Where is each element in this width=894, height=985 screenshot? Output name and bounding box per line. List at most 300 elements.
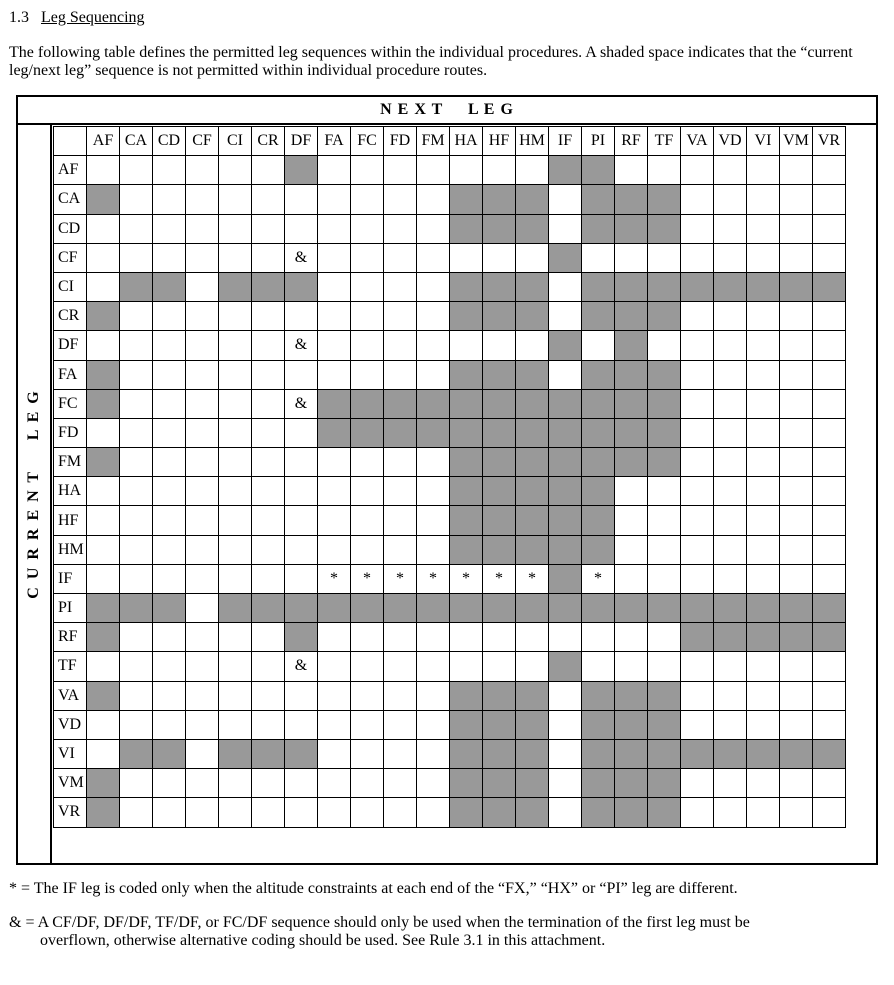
grid-cell [813, 156, 846, 185]
grid-cell [186, 214, 219, 243]
grid-cell [285, 214, 318, 243]
row-header-tf: TF [54, 652, 87, 681]
grid-cell [582, 243, 615, 272]
grid-cell [186, 623, 219, 652]
shaded-cell [549, 652, 582, 681]
grid-cell [87, 418, 120, 447]
shaded-cell [582, 389, 615, 418]
grid-cell [417, 448, 450, 477]
table-row [54, 535, 846, 564]
grid-cell [153, 302, 186, 331]
shaded-cell [714, 272, 747, 301]
shaded-cell [483, 710, 516, 739]
shaded-cell [582, 769, 615, 798]
grid-cell [219, 477, 252, 506]
shaded-cell [747, 623, 780, 652]
grid-cell [285, 185, 318, 214]
shaded-cell [450, 214, 483, 243]
grid-cell [318, 477, 351, 506]
grid-cell [87, 243, 120, 272]
shaded-cell [582, 360, 615, 389]
shaded-cell [219, 272, 252, 301]
shaded-cell [648, 389, 681, 418]
shaded-cell [648, 418, 681, 447]
column-header-vd: VD [714, 127, 747, 156]
grid-cell [681, 681, 714, 710]
table-row [54, 681, 846, 710]
shaded-cell [351, 418, 384, 447]
grid-cell [384, 477, 417, 506]
grid-cell [582, 623, 615, 652]
shaded-cell [285, 739, 318, 768]
grid-cell [87, 710, 120, 739]
shaded-cell [648, 739, 681, 768]
mark-cell: * [516, 564, 549, 593]
grid-cell [747, 331, 780, 360]
grid-cell [351, 331, 384, 360]
grid-cell [285, 360, 318, 389]
shaded-cell [780, 272, 813, 301]
grid-cell [813, 506, 846, 535]
shaded-cell [153, 272, 186, 301]
mark-cell: & [285, 243, 318, 272]
shaded-cell [516, 185, 549, 214]
shaded-cell [483, 302, 516, 331]
column-header-fd: FD [384, 127, 417, 156]
note-ampersand [9, 914, 841, 950]
grid-cell [351, 272, 384, 301]
grid-cell [714, 652, 747, 681]
column-header-af: AF [87, 127, 120, 156]
grid-cell [318, 272, 351, 301]
shaded-cell [615, 798, 648, 827]
grid-cell [714, 769, 747, 798]
shaded-cell [450, 535, 483, 564]
row-header-va: VA [54, 681, 87, 710]
section-title: Leg Sequencing [41, 9, 145, 26]
row-header-fc: FC [54, 389, 87, 418]
grid-cell [615, 564, 648, 593]
grid-cell [648, 331, 681, 360]
grid-cell [186, 448, 219, 477]
shaded-cell [318, 418, 351, 447]
shaded-cell [483, 681, 516, 710]
grid-cell [681, 564, 714, 593]
grid-cell [747, 769, 780, 798]
table-row [54, 272, 846, 301]
grid-cell [186, 710, 219, 739]
grid-cell [219, 564, 252, 593]
grid-cell [714, 564, 747, 593]
grid-cell [483, 623, 516, 652]
grid-cell [813, 448, 846, 477]
grid-cell [681, 418, 714, 447]
grid-cell [549, 681, 582, 710]
shaded-cell [285, 156, 318, 185]
shaded-cell [582, 477, 615, 506]
grid-cell [549, 769, 582, 798]
grid-cell [120, 156, 153, 185]
row-header-cr: CR [54, 302, 87, 331]
grid-cell [252, 798, 285, 827]
table-row [54, 798, 846, 827]
grid-cell [714, 681, 747, 710]
grid-cell [615, 477, 648, 506]
grid-cell [384, 360, 417, 389]
note-star: * = The IF leg is coded only when the altitude constraints at each end of the “FX,” “HX” or “PI” leg are different. [9, 880, 738, 897]
shaded-cell [780, 594, 813, 623]
column-header-cd: CD [153, 127, 186, 156]
grid-cell [384, 739, 417, 768]
grid-cell [747, 710, 780, 739]
grid-cell [681, 477, 714, 506]
grid-cell [681, 769, 714, 798]
grid-cell [813, 243, 846, 272]
shaded-cell [87, 594, 120, 623]
grid-cell [615, 535, 648, 564]
note-ampersand-line2: overflown, otherwise alternative coding should be used. See Rule 3.1 in this attachment. [40, 932, 606, 949]
grid-cell [813, 681, 846, 710]
shaded-cell [648, 360, 681, 389]
grid-cell [153, 623, 186, 652]
shaded-cell [483, 360, 516, 389]
grid-cell [252, 506, 285, 535]
grid-cell [252, 710, 285, 739]
grid-cell [219, 448, 252, 477]
table-row [54, 623, 846, 652]
shaded-cell [582, 272, 615, 301]
grid-cell [813, 710, 846, 739]
shaded-cell [813, 623, 846, 652]
shaded-cell [516, 594, 549, 623]
grid-cell [252, 156, 285, 185]
shaded-cell [450, 769, 483, 798]
grid-cell [120, 302, 153, 331]
grid-cell [813, 360, 846, 389]
grid-cell [252, 214, 285, 243]
grid-cell [780, 156, 813, 185]
row-header-cd: CD [54, 214, 87, 243]
table-row [54, 418, 846, 447]
grid-cell [417, 506, 450, 535]
grid-cell [285, 448, 318, 477]
grid-cell [813, 477, 846, 506]
grid-cell [780, 769, 813, 798]
shaded-cell [450, 710, 483, 739]
grid-cell [813, 185, 846, 214]
grid-cell [648, 506, 681, 535]
intro-paragraph: The following table defines the permitted leg sequences within the individual procedures. A shaded space indicates that the “current leg/next leg” sequence is not permitted within individual procedure routes. [9, 44, 853, 79]
shaded-cell [516, 769, 549, 798]
shaded-cell [780, 739, 813, 768]
grid-cell [120, 360, 153, 389]
grid-cell [153, 681, 186, 710]
grid-cell [318, 681, 351, 710]
grid-cell [780, 535, 813, 564]
grid-cell [681, 798, 714, 827]
table-row [54, 769, 846, 798]
shaded-cell [483, 506, 516, 535]
shaded-cell [483, 185, 516, 214]
row-header-hm: HM [54, 535, 87, 564]
grid-cell [648, 564, 681, 593]
shaded-cell [252, 739, 285, 768]
grid-cell [153, 214, 186, 243]
grid-cell [813, 564, 846, 593]
grid-cell [120, 564, 153, 593]
grid-cell [813, 535, 846, 564]
column-header-cr: CR [252, 127, 285, 156]
grid-cell [351, 710, 384, 739]
shaded-cell [483, 389, 516, 418]
grid-cell [351, 798, 384, 827]
grid-cell [351, 185, 384, 214]
grid-cell [714, 331, 747, 360]
grid-cell [747, 798, 780, 827]
grid-cell [318, 448, 351, 477]
grid-cell [714, 302, 747, 331]
grid-cell [813, 389, 846, 418]
shaded-cell [384, 418, 417, 447]
shaded-cell [648, 769, 681, 798]
shaded-cell [483, 594, 516, 623]
grid-cell [417, 214, 450, 243]
grid-cell [285, 710, 318, 739]
grid-cell [87, 477, 120, 506]
grid-cell [120, 243, 153, 272]
shaded-cell [582, 710, 615, 739]
table-row [54, 214, 846, 243]
grid-cell [351, 156, 384, 185]
table-row [54, 389, 846, 418]
shaded-cell [648, 302, 681, 331]
table-row [54, 448, 846, 477]
shaded-cell [516, 360, 549, 389]
grid-cell [417, 477, 450, 506]
grid-cell [780, 360, 813, 389]
grid-cell [285, 769, 318, 798]
shaded-cell [87, 360, 120, 389]
grid-cell [813, 418, 846, 447]
grid-cell [252, 302, 285, 331]
shaded-cell [549, 535, 582, 564]
mark-cell: & [285, 652, 318, 681]
shaded-cell [516, 535, 549, 564]
grid-cell [483, 156, 516, 185]
grid-cell [186, 798, 219, 827]
grid-cell [450, 623, 483, 652]
column-header-ci: CI [219, 127, 252, 156]
grid-cell [120, 331, 153, 360]
column-header-fm: FM [417, 127, 450, 156]
grid-cell [252, 623, 285, 652]
shaded-cell [450, 506, 483, 535]
grid-cell [615, 623, 648, 652]
grid-cell [549, 185, 582, 214]
shaded-cell [450, 477, 483, 506]
grid-cell [153, 156, 186, 185]
grid-cell [483, 652, 516, 681]
shaded-cell [549, 506, 582, 535]
grid-cell [153, 331, 186, 360]
grid-cell [714, 156, 747, 185]
grid-cell [681, 448, 714, 477]
table-row [54, 739, 846, 768]
grid-cell [384, 302, 417, 331]
grid-cell [417, 272, 450, 301]
grid-cell [153, 448, 186, 477]
grid-cell [516, 331, 549, 360]
grid-cell [153, 185, 186, 214]
grid-cell [384, 769, 417, 798]
section-heading [9, 9, 145, 27]
grid-cell [318, 739, 351, 768]
shaded-cell [450, 185, 483, 214]
grid-cell [120, 214, 153, 243]
shaded-cell [516, 214, 549, 243]
grid-cell [780, 448, 813, 477]
grid-cell [747, 360, 780, 389]
grid-cell [219, 418, 252, 447]
shaded-cell [450, 389, 483, 418]
grid-cell [450, 331, 483, 360]
mark-cell: * [384, 564, 417, 593]
shaded-cell [549, 156, 582, 185]
shaded-cell [516, 389, 549, 418]
shaded-cell [582, 798, 615, 827]
grid-cell [681, 331, 714, 360]
grid-cell [318, 243, 351, 272]
grid-cell [714, 243, 747, 272]
grid-cell [450, 243, 483, 272]
grid-cell [153, 535, 186, 564]
shaded-cell [615, 331, 648, 360]
shaded-cell [648, 272, 681, 301]
shaded-cell [648, 681, 681, 710]
grid-cell [219, 769, 252, 798]
shaded-cell [450, 448, 483, 477]
shaded-cell [615, 214, 648, 243]
shaded-cell [615, 769, 648, 798]
grid-cell [219, 681, 252, 710]
grid-cell [780, 798, 813, 827]
grid-cell [681, 710, 714, 739]
grid-cell [351, 477, 384, 506]
grid-cell [351, 243, 384, 272]
grid-cell [384, 156, 417, 185]
grid-cell [813, 652, 846, 681]
shaded-cell [516, 739, 549, 768]
grid-cell [780, 185, 813, 214]
shaded-cell [549, 389, 582, 418]
row-header-vm: VM [54, 769, 87, 798]
grid-cell [384, 272, 417, 301]
shaded-cell [516, 477, 549, 506]
mark-cell: * [582, 564, 615, 593]
grid-cell [384, 623, 417, 652]
grid-cell [318, 331, 351, 360]
grid-cell [384, 243, 417, 272]
grid-cell [747, 477, 780, 506]
shaded-cell [87, 798, 120, 827]
grid-cell [648, 156, 681, 185]
grid-cell [318, 535, 351, 564]
grid-cell [780, 389, 813, 418]
shaded-cell [516, 302, 549, 331]
grid-cell [714, 418, 747, 447]
grid-cell [648, 623, 681, 652]
shaded-cell [417, 594, 450, 623]
grid-cell [417, 710, 450, 739]
grid-cell [219, 535, 252, 564]
shaded-cell [549, 594, 582, 623]
grid-cell [417, 769, 450, 798]
shaded-cell [648, 448, 681, 477]
grid-cell [120, 769, 153, 798]
grid-cell [318, 652, 351, 681]
shaded-cell [417, 389, 450, 418]
shaded-cell [582, 506, 615, 535]
grid-cell [87, 535, 120, 564]
grid-cell [252, 360, 285, 389]
grid-cell [219, 506, 252, 535]
grid-cell [285, 681, 318, 710]
shaded-cell [582, 681, 615, 710]
shaded-cell [648, 185, 681, 214]
grid-cell [384, 185, 417, 214]
note-ampersand-line1: & = A CF/DF, DF/DF, TF/DF, or FC/DF sequence should only be used when the termination of the first leg must be [9, 914, 750, 931]
table-row [54, 156, 846, 185]
grid-cell [549, 739, 582, 768]
shaded-cell [153, 594, 186, 623]
shaded-cell [285, 272, 318, 301]
grid-cell [120, 535, 153, 564]
grid-cell [186, 272, 219, 301]
grid-cell [285, 798, 318, 827]
shaded-cell [813, 272, 846, 301]
column-header-row [54, 127, 846, 156]
grid-cell [87, 331, 120, 360]
grid-cell [648, 652, 681, 681]
grid-cell [549, 360, 582, 389]
mark-cell: & [285, 389, 318, 418]
grid-cell [747, 652, 780, 681]
grid-cell [252, 564, 285, 593]
grid-cell [285, 477, 318, 506]
shaded-cell [450, 418, 483, 447]
grid-cell [780, 243, 813, 272]
shaded-cell [582, 418, 615, 447]
grid-cell [153, 710, 186, 739]
grid-cell [681, 506, 714, 535]
shaded-cell [219, 739, 252, 768]
grid-cell [615, 506, 648, 535]
grid-cell [351, 652, 384, 681]
shaded-cell [483, 739, 516, 768]
shaded-cell [615, 272, 648, 301]
mark-cell: & [285, 331, 318, 360]
table-row [54, 360, 846, 389]
shaded-cell [615, 185, 648, 214]
grid-cell [153, 798, 186, 827]
grid-cell [252, 681, 285, 710]
grid-cell [153, 360, 186, 389]
grid-cell [549, 302, 582, 331]
notes [9, 880, 841, 966]
shaded-cell [681, 272, 714, 301]
grid-cell [318, 156, 351, 185]
shaded-cell [516, 418, 549, 447]
